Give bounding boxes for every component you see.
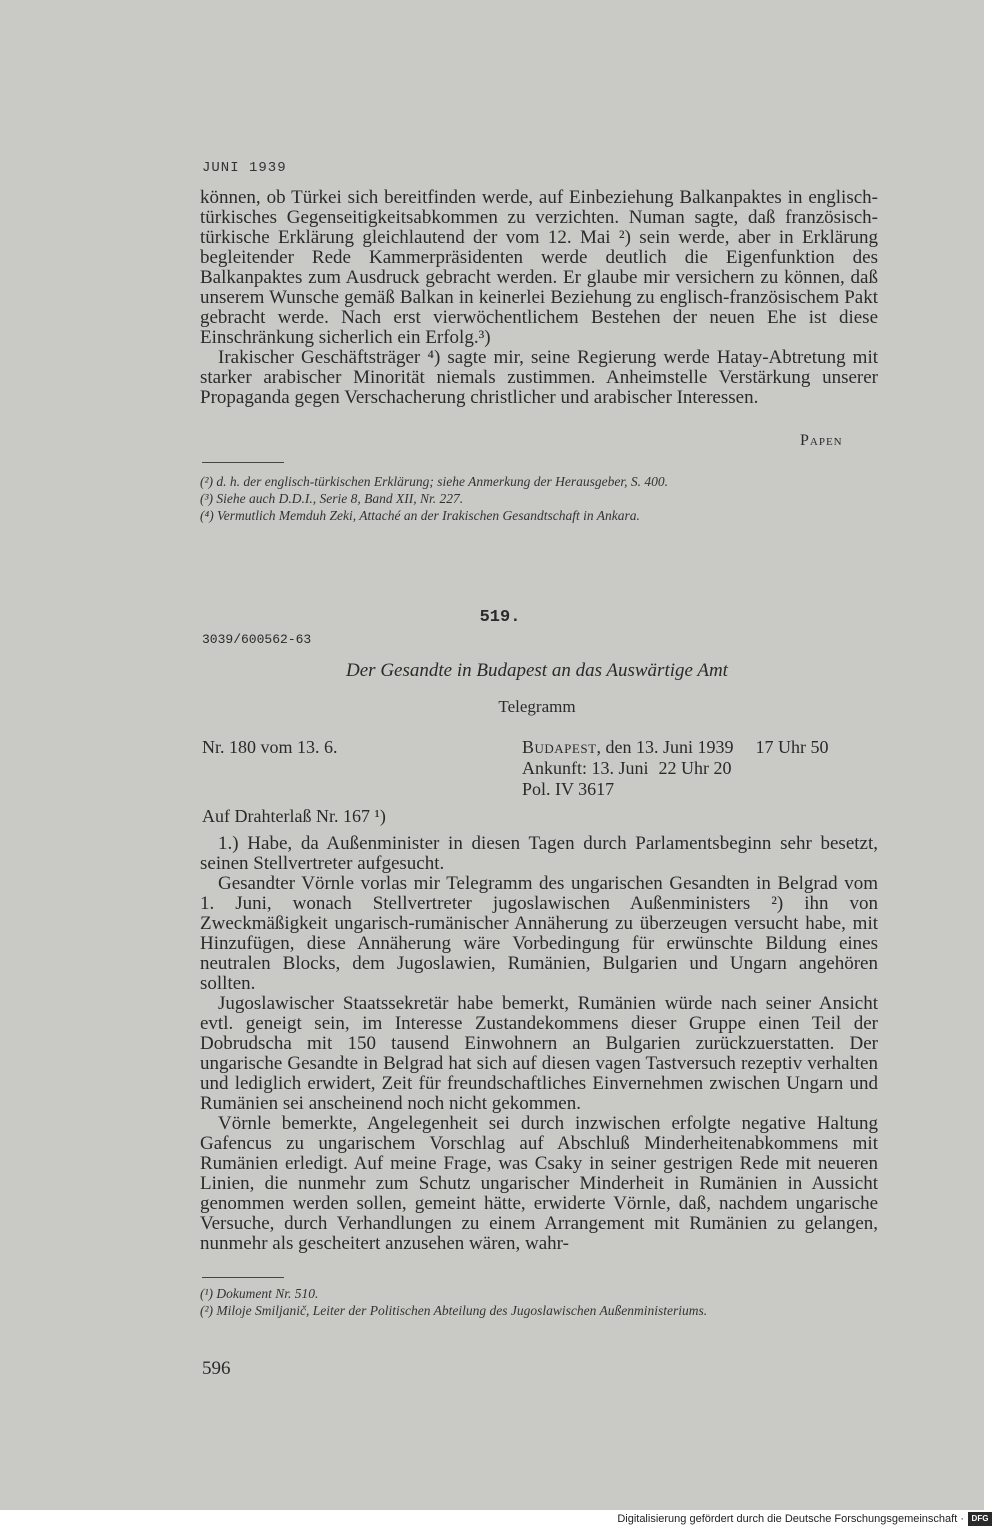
telegram-metadata — [522, 737, 829, 800]
paragraph: können, ob Türkei sich bereitfinden werde, auf Einbeziehung Balkanpaktes in englisch-türkisches Gegenseitigkeitsabkommen zu verzichten. Numan sagte, daß französisch-türkische Erklärung gleichlautend der vom 12. Mai ²) sein werde, aber in Erklärung begleitender Rede Kammerpräsidenten werde deutlich die Eigenfunktion des Balkanpaktes zum Ausdruck gebracht werden. Er glaube mir versichern zu können, daß unserem Wunsche gemäß Balkan in keinerlei Beziehung zu englisch-französischem Pakt gebracht werde. Nach erst vierwöchentlichem Bestehen der neuen Ehe ist diese Einschränkung sicherlich ein Erfolg.³) — [200, 187, 878, 348]
footnote: (⁴) Vermutlich Memduh Zeki, Attaché an der Irakischen Gesandtschaft in Ankara. — [200, 508, 640, 523]
arrival: Ankunft: 13. Juni — [522, 758, 649, 778]
arrival-time: 22 Uhr 20 — [658, 758, 732, 778]
footnote: (¹) Dokument Nr. 510. — [200, 1286, 319, 1301]
document-number: 519. — [479, 608, 521, 627]
place: Budapest — [522, 737, 597, 757]
instruction-reference: Auf Drahterlaß Nr. 167 ¹) — [202, 806, 386, 826]
document-title: Der Gesandte in Budapest an das Auswärtige Amt — [346, 660, 728, 681]
footnote-divider — [202, 1277, 284, 1278]
paragraph: Gesandter Vörnle vorlas mir Telegramm des ungarischen Gesandten in Belgrad vom 1. Juni, wonach Stellvertreter jugoslawischen Außenministers ²) ihn von Zweckmäßigkeit ungarisch-rumänischer Annäherung zu überzeugen versucht habe, mit Hinzufügen, diese Annäherung wäre Vorbedingung für erwünschte Bildung eines neutralen Blocks, dem Jugoslawien, Rumänien, Bulgarien und Ungarn angehören sollten. — [200, 873, 878, 994]
footnote-divider — [202, 462, 284, 463]
footnote: (³) Siehe auch D.D.I., Serie 8, Band XII, Nr. 227. — [200, 491, 464, 506]
sent-time: 17 Uhr 50 — [755, 737, 829, 757]
footnote: (²) d. h. der englisch-türkischen Erklärung; siehe Anmerkung der Herausgeber, S. 400. — [200, 474, 668, 489]
running-head: JUNI 1939 — [202, 160, 287, 176]
upper-footnotes — [200, 473, 860, 524]
paragraph: Vörnle bemerkte, Angelegenheit sei durch inzwischen erfolgte negative Haltung Gafencus zu ungarischem Vorschlag auf Abschluß Minderheitenabkommens mit Rumänien erledigt. Auf meine Frage, was Csaky in seiner gestrigen Rede mit neueren Linien, die nunmehr zum Schutz ungarischer Minderheit in Rumänien in Aussicht genommen werden sollen, gemeint hätte, erwiderte Vörnle, daß, nachdem ungarische Versuche, durch Verhandlungen zu einem Arrangement mit Rumänien zu gelangen, nunmehr als gescheitert anzusehen wären, wahr- — [200, 1113, 878, 1254]
file-reference: 3039/600562-63 — [202, 632, 312, 647]
document-type: Telegramm — [498, 697, 576, 716]
telegram-number: Nr. 180 vom 13. 6. — [202, 737, 338, 757]
page-number: 596 — [202, 1358, 231, 1379]
footnote: (²) Miloje Smiljanič, Leiter der Politischen Abteilung des Jugoslawischen Außenministeriums. — [200, 1303, 708, 1318]
lower-body-text — [200, 834, 878, 1254]
date: , den 13. Juni 1939 — [596, 737, 734, 757]
dfg-logo-icon: DFG — [968, 1512, 992, 1526]
arrival-line — [522, 758, 829, 779]
funding-credit: Digitalisierung gefördert durch die Deutsche Forschungsgemeinschaft · — [617, 1513, 964, 1525]
dispatch-line — [522, 737, 829, 758]
paragraph: 1.) Habe, da Außenminister in diesen Tagen durch Parlamentsbeginn sehr besetzt, seinen Stellvertreter aufgesucht. — [200, 833, 878, 874]
pol-reference: Pol. IV 3617 — [522, 779, 615, 799]
paragraph: Irakischer Geschäftsträger ⁴) sagte mir, seine Regierung werde Hatay-Abtretung mit starker arabischer Minorität niemals zustimmen. Anheimstelle Verstärkung unserer Propaganda gegen Verschacherung christlicher und arabischer Interessen. — [200, 347, 878, 408]
signature: Papen — [800, 432, 843, 449]
upper-body-text — [200, 188, 878, 408]
paragraph: Jugoslawischer Staatssekretär habe bemerkt, Rumänien würde nach seiner Ansicht evtl. geneigt sein, im Interesse Zustandekommens dieser Gruppe einen Teil der Dobrudscha mit 150 tausend Einwohnern an Bulgarien zurückzuerstatten. Der ungarische Gesandte in Belgrad hat sich auf diesen vagen Tastversuch rezeptiv verhalten und lediglich erwidert, Zeit für freundschaftliches Einvernehmen zwischen Ungarn und Rumänien sei anscheinend noch nicht gekommen. — [200, 993, 878, 1114]
lower-footnotes — [200, 1285, 860, 1319]
